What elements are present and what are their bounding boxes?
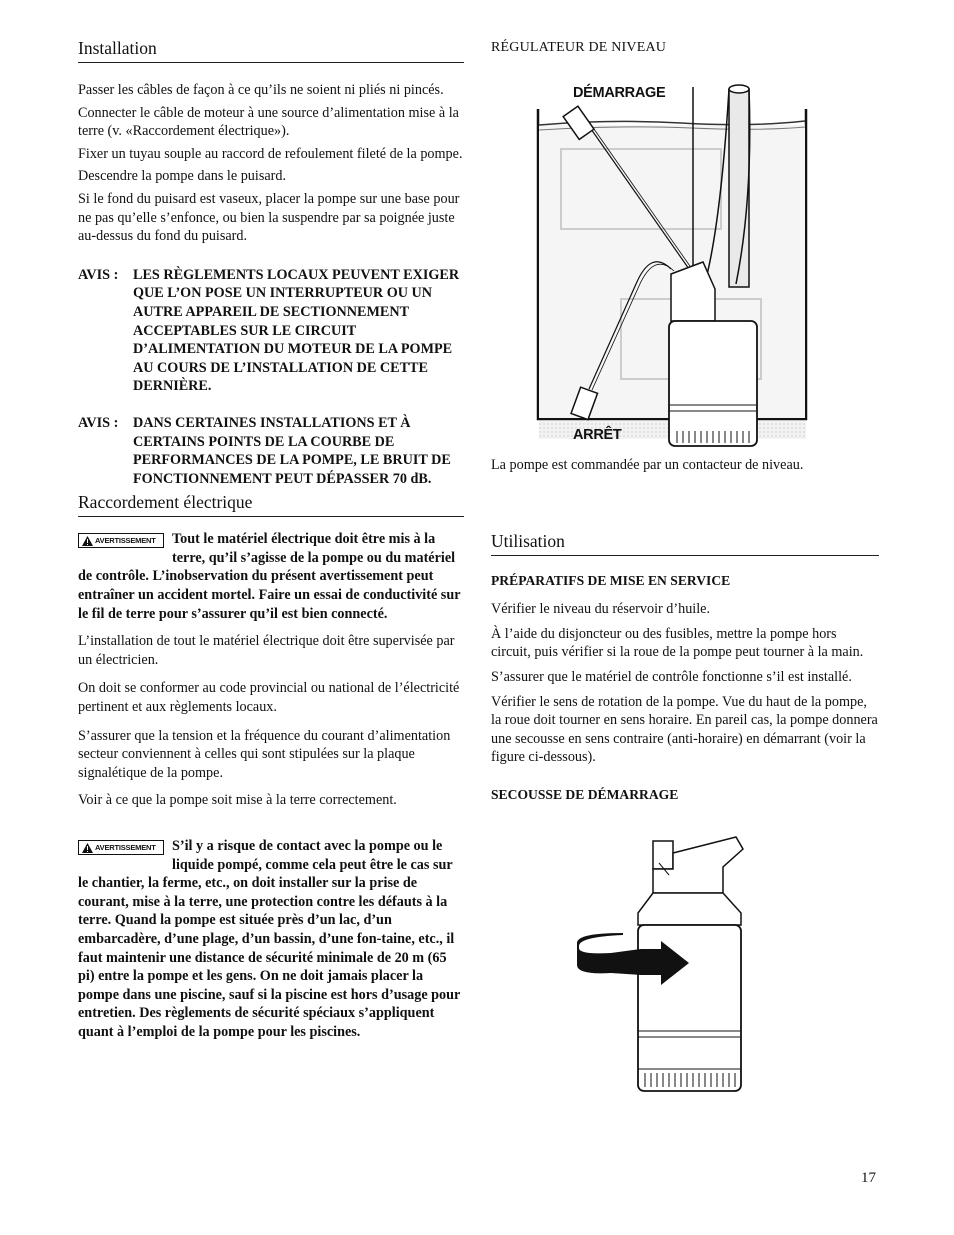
preparation-heading: PRÉPARATIFS DE MISE EN SERVICE <box>491 572 731 588</box>
installation-title: Installation <box>78 38 464 63</box>
notice-1-label: AVIS : <box>78 266 119 283</box>
notice-1-text: LES RÈGLEMENTS LOCAUX PEUVENT EXIGER QUE L’ON POSE UN INTERRUPTEUR OU UN AUTRE APPAREIL DE SECTIONNEMENT ACCEPTABLES SUR LE CIRCUIT D’ALIMENTATION DU MOTEUR DE LA POMPE AU COURS DE L’INSTALLATION DE CETTE DERNIÈRE. <box>133 266 460 395</box>
pump-in-sump-illustration <box>491 59 879 459</box>
electrical-title: Raccordement électrique <box>78 492 464 517</box>
start-label: DÉMARRAGE <box>573 85 666 101</box>
electrical-para-1: L’installation de tout le matériel électrique doit être supervisée par un électricien. <box>78 633 455 668</box>
installation-para-1: Passer les câbles de façon à ce qu’ils ne soient ni pliés ni pincés. <box>78 82 444 98</box>
warning-badge: AVERTISSEMENT <box>78 840 164 855</box>
installation-para-3: Fixer un tuyau souple au raccord de refoulement fileté de la pompe. <box>78 145 463 162</box>
utilisation-title: Utilisation <box>491 531 879 556</box>
start-kick-heading: SECOUSSE DE DÉMARRAGE <box>491 786 679 802</box>
electrical-para-2: On doit se conformer au code provincial ou national de l’électricité pertinent et aux règlements locaux. <box>78 680 460 716</box>
start-kick-figure <box>491 823 879 1095</box>
utilisation-para-2: À l’aide du disjoncteur ou des fusibles, mettre la pompe hors circuit, puis vérifier si la roue de la pompe peut tourner à la main. <box>491 625 864 661</box>
page-number: 17 <box>861 1170 876 1186</box>
level-figure-caption: La pompe est commandée par un contacteur de niveau. <box>491 457 804 473</box>
level-regulator-figure <box>491 59 879 459</box>
installation-para-5: Si le fond du puisard est vaseux, placer la pompe sur une base pour ne pas qu’elle s’enfonce, ou bien la suspendre par sa poignée juste au-dessus du fond du puisard. <box>78 190 460 245</box>
electrical-para-4: Voir à ce que la pompe soit mise à la terre correctement. <box>78 792 397 809</box>
left-column <box>78 38 464 1042</box>
notice-2-label: AVIS : <box>78 414 119 431</box>
warning-1-text: Tout le matériel électrique doit être mis à la terre, qu’il s’agisse de la pompe ou du matériel de contrôle. L’inobservation du présent avertissement peut entraîner un accident mortel. Faire un essai de conductivité sur le fil de terre pour s’assurer qu’il est bien connecté. <box>78 531 461 622</box>
utilisation-para-3: S’assurer que le matériel de contrôle fonctionne s’il est installé. <box>491 668 852 685</box>
warning-block-1 <box>78 530 464 623</box>
installation-para-2: Connecter le câble de moteur à une source d’alimentation mise à la terre (v. «Raccordement électrique»). <box>78 104 459 140</box>
pump-rotation-illustration <box>491 823 879 1095</box>
warning-block-2 <box>78 837 464 1042</box>
stop-label: ARRÊT <box>573 427 622 443</box>
notice-2 <box>78 414 464 488</box>
installation-para-4: Descendre la pompe dans le puisard. <box>78 168 287 185</box>
electrical-para-3: S’assurer que la tension et la fréquence du courant d’alimentation secteur conviennent à celles qui sont stipulées sur la plaque signalétique de la pompe. <box>78 727 451 781</box>
warning-triangle-icon <box>82 843 93 853</box>
warning-badge: AVERTISSEMENT <box>78 533 164 548</box>
warning-triangle-icon <box>82 536 93 546</box>
utilisation-para-1: Vérifier le niveau du réservoir d’huile. <box>491 601 711 618</box>
notice-2-text: DANS CERTAINES INSTALLATIONS ET À CERTAINS POINTS DE LA COURBE DE PERFORMANCES DE LA POMPE, LE BRUIT DE FONCTIONNEMENT PEUT DÉPASSER 70 dB. <box>133 414 451 487</box>
right-column <box>491 38 879 1095</box>
notice-1 <box>78 266 464 396</box>
level-figure-heading: RÉGULATEUR DE NIVEAU <box>491 40 667 55</box>
utilisation-para-4: Vérifier le sens de rotation de la pompe. Vue du haut de la pompe, la roue doit tourner en sens horaire. En pareil cas, la pompe donnera une secousse en sens contraire (anti-horaire) en démarrant (voir la figure ci-dessous). <box>491 693 878 766</box>
warning-2-text: S’il y a risque de contact avec la pompe ou le liquide pompé, comme cela peut être le cas sur le chantier, la ferme, etc., on doit installer sur la prise de courant, mise à la terre, une protection contre les défauts à la terre. Quand la pompe est située près d’un lac, d’un embarcadère, d’une plage, d’un bassin, d’une fon-taine, etc., il faut maintenir une distance de sécurité minimale de 20 m (65 pi) entre la pompe et les gens. On ne doit jamais placer la pompe dans une piscine, sauf si la piscine est hors d’usage pour entretien. Des règlements de sécurité spéciaux s’appliquent quant à l’emploi de la pompe pour les piscines. <box>78 838 461 1040</box>
